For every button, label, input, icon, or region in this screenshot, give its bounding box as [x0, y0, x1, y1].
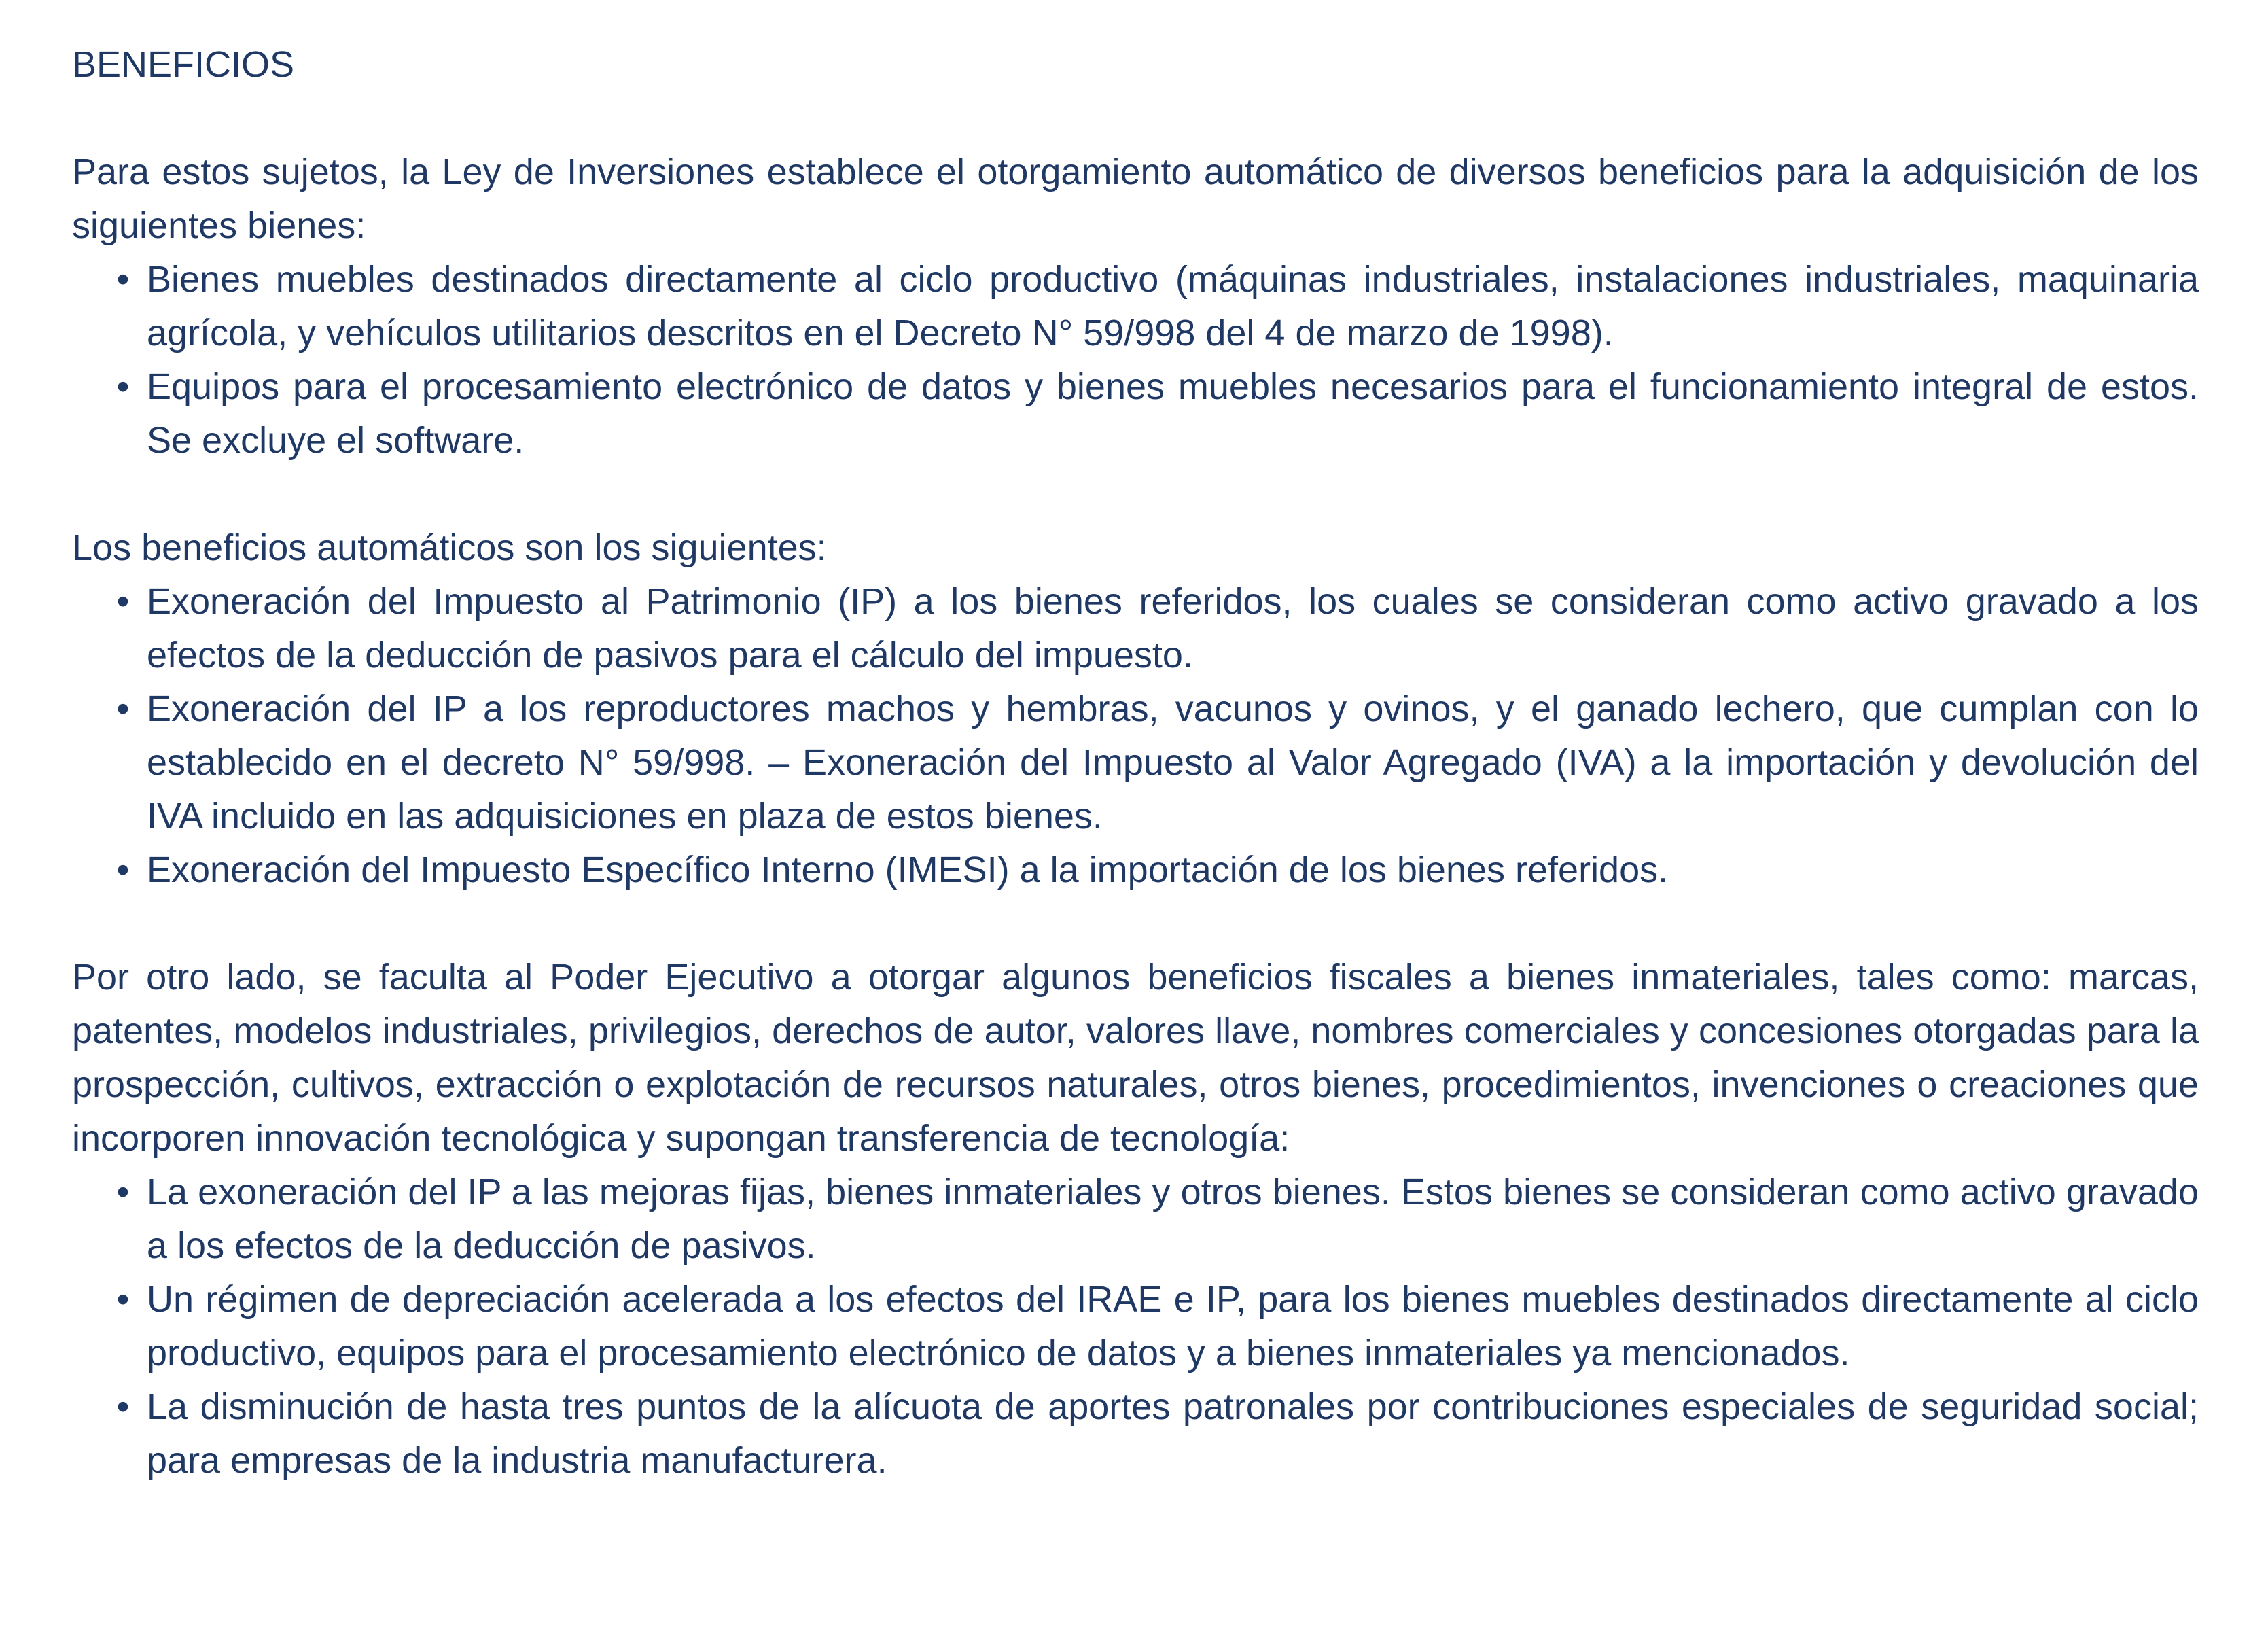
bullet-icon: •	[116, 688, 130, 729]
executive-benefits-list	[72, 1165, 2199, 1488]
spacer	[72, 92, 2199, 145]
auto-benefits-list	[72, 575, 2199, 897]
executive-intro-paragraph: Por otro lado, se faculta al Poder Ejecutivo a otorgar algunos beneficios fiscales a bienes inmateriales, tales como: marcas, patentes, modelos industriales, privilegios, derechos de autor, valores llave, nombres comerciales y concesiones otorgadas para la prospección, cultivos, extracción o explotación de recursos naturales, otros bienes, procedimientos, invenciones o creaciones que incorporen innovación tecnológica y supongan transferencia de tecnología:	[72, 957, 2199, 1159]
bullet-icon: •	[116, 1386, 130, 1427]
bullet-icon: •	[116, 1172, 130, 1212]
list-item	[72, 1273, 2199, 1380]
spacer	[72, 897, 2199, 951]
section-heading: BENEFICIOS	[72, 44, 295, 85]
list-item	[72, 360, 2199, 468]
intro-paragraph: Para estos sujetos, la Ley de Inversiones establece el otorgamiento automático de diversos beneficios para la adquisición de los siguientes bienes:	[72, 152, 2199, 246]
auto-benefits-intro: Los beneficios automáticos son los siguientes:	[72, 527, 827, 568]
list-item-text: Un régimen de depreciación acelerada a los efectos del IRAE e IP, para los bienes muebles destinados directamente al ciclo productivo, equipos para el procesamiento electrónico de datos y a bienes inmateriales ya mencionados.	[147, 1279, 2199, 1373]
list-item-text: Exoneración del Impuesto al Patrimonio (IP) a los bienes referidos, los cuales se consideran como activo gravado a los efectos de la deducción de pasivos para el cálculo del impuesto.	[147, 581, 2199, 676]
bullet-icon: •	[116, 1279, 130, 1320]
list-item-text: Equipos para el procesamiento electrónico de datos y bienes muebles necesarios para el funcionamiento integral de estos. Se excluye el software.	[147, 366, 2199, 461]
bullet-icon: •	[116, 366, 130, 407]
list-item-text: Exoneración del IP a los reproductores machos y hembras, vacunos y ovinos, y el ganado lechero, que cumplan con lo establecido en el decreto N° 59/998. – Exoneración del Impuesto al Valor Agregado (IVA) a la importación y devolución del IVA incluido en las adquisiciones en plaza de estos bienes.	[147, 688, 2199, 837]
goods-list	[72, 253, 2199, 468]
list-item-text: La exoneración del IP a las mejoras fijas, bienes inmateriales y otros bienes. Estos bienes se consideran como activo gravado a los efectos de la deducción de pasivos.	[147, 1172, 2199, 1266]
spacer	[72, 468, 2199, 521]
bullet-icon: •	[116, 581, 130, 622]
bullet-icon: •	[116, 259, 130, 300]
list-item-text: Exoneración del Impuesto Específico Interno (IMESI) a la importación de los bienes referidos.	[147, 849, 1669, 890]
list-item	[72, 253, 2199, 360]
list-item	[72, 682, 2199, 843]
list-item-text: Bienes muebles destinados directamente al ciclo productivo (máquinas industriales, instalaciones industriales, maquinaria agrícola, y vehículos utilitarios descritos en el Decreto N° 59/998 del 4 de marzo de 1998).	[147, 259, 2199, 353]
list-item	[72, 1380, 2199, 1488]
list-item	[72, 575, 2199, 682]
bullet-icon: •	[116, 849, 130, 890]
document-body	[72, 38, 2199, 1488]
list-item-text: La disminución de hasta tres puntos de la alícuota de aportes patronales por contribuciones especiales de seguridad social; para empresas de la industria manufacturera.	[147, 1386, 2199, 1481]
list-item	[72, 1165, 2199, 1273]
list-item	[72, 843, 2199, 897]
